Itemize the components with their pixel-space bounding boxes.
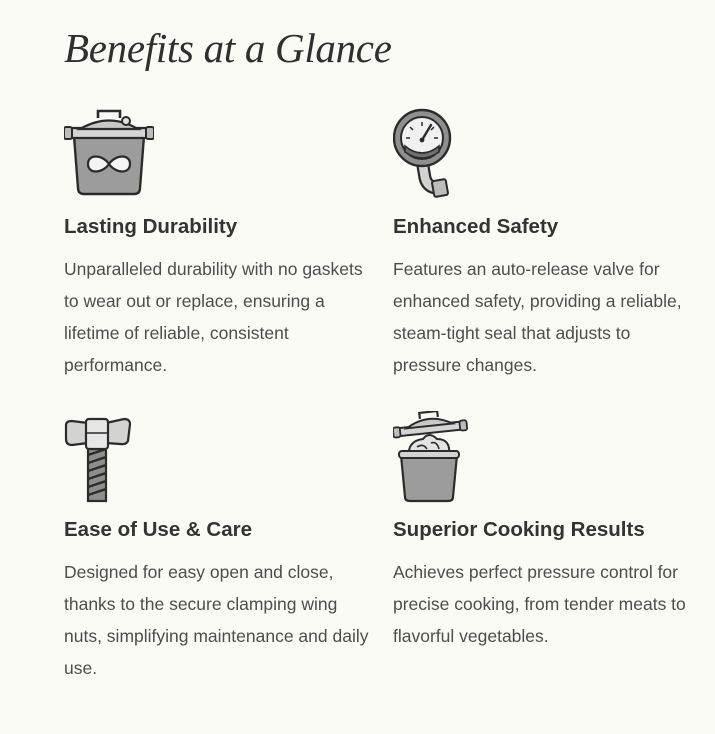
pressure-canner-infinity-icon [64, 108, 154, 200]
benefit-title: Ease of Use & Care [64, 518, 253, 541]
benefit-description: Features an auto-release valve for enhanced safety, providing a reliable, steam-tight seal that adjusts to pressure changes. [393, 259, 682, 375]
benefit-description: Achieves perfect pressure control for precise cooking, from tender meats to flavorful vegetables. [393, 562, 686, 646]
benefit-title: Superior Cooking Results [393, 518, 645, 541]
wing-nut-bolt-icon [64, 411, 154, 503]
benefit-description: Designed for easy open and close, thanks to the secure clamping wing nuts, simplifying maintenance and daily use. [64, 562, 369, 678]
pressure-gauge-icon [393, 108, 483, 200]
benefit-title: Enhanced Safety [393, 215, 559, 238]
canner-with-chicken-icon [393, 411, 483, 503]
section-heading: Benefits at a Glance [64, 25, 392, 71]
benefit-title: Lasting Durability [64, 215, 238, 238]
benefit-description: Unparalleled durability with no gaskets to wear out or replace, ensuring a lifetime of reliable, consistent performance. [64, 259, 363, 375]
